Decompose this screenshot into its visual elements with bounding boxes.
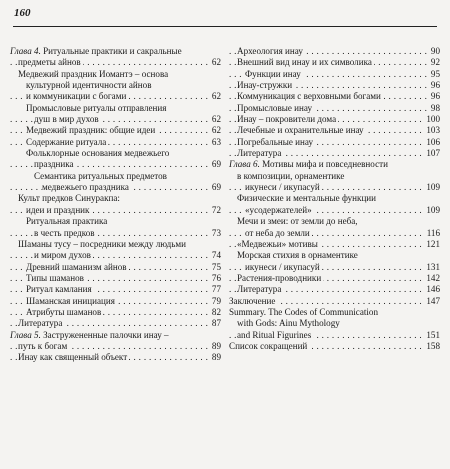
toc-entry-title [26, 91, 128, 101]
toc-entry-title [18, 341, 69, 351]
chapter-label: Глава 6. [229, 159, 260, 170]
toc-entry-title [26, 205, 91, 215]
toc-entry-title [245, 262, 322, 272]
toc-entry [229, 296, 440, 307]
toc-entry-title [18, 69, 170, 79]
toc-entry-text: душ в мир духов [34, 114, 99, 125]
toc-entry-text: Литература [18, 318, 63, 329]
toc-entry [10, 341, 221, 352]
toc-entry-title [237, 171, 346, 181]
header-rule [13, 26, 437, 27]
toc-entry [229, 341, 440, 352]
toc-entry [10, 46, 221, 57]
toc-entry [229, 228, 440, 239]
toc-entry-title [229, 159, 390, 169]
toc-entry-title [34, 114, 101, 124]
toc-entry-title [26, 103, 168, 113]
toc-entry-title [26, 80, 154, 90]
toc-entry-text: «усодержателей» [245, 204, 312, 215]
toc-entry [10, 352, 221, 363]
toc-entry [229, 193, 440, 204]
toc-entry-page: 100 [426, 114, 440, 125]
toc-entry [229, 262, 440, 273]
toc-right-column [229, 46, 440, 352]
toc-entry-title [26, 216, 109, 226]
toc-entry-text: and Ritual Figurines [237, 329, 312, 340]
toc-entry-text: культурной идентичности айнов [26, 80, 152, 91]
toc-entry-title [237, 273, 323, 283]
toc-entry-text: в честь предков [34, 227, 95, 238]
toc-entry-text: Мотивы мифа и повседневности [262, 159, 388, 170]
toc-entry [10, 57, 221, 68]
toc-entry-page: 63 [211, 136, 221, 147]
toc-entry-text: и коммуникации с богами [26, 91, 127, 102]
toc-entry-text: Коммуникация с верховными богами [237, 91, 381, 102]
toc-entry-page: 69 [211, 182, 221, 193]
toc-entry-title [245, 205, 314, 215]
toc-entry [229, 330, 440, 341]
toc-entry [10, 159, 221, 170]
toc-entry-text: Промысловые инау [237, 102, 313, 113]
toc-entry-page: 73 [211, 227, 221, 238]
toc-entry-title [34, 159, 76, 169]
toc-entry [10, 171, 221, 182]
toc-entry-title [237, 284, 283, 294]
toc-entry-text: Список сокращений [229, 340, 308, 351]
toc-entry-text: Ритуальная практика [26, 216, 108, 227]
toc-entry [229, 80, 440, 91]
toc-entry [10, 182, 221, 193]
toc-entry-text: Промысловые ритуалы отправления [26, 102, 167, 113]
toc-entry-page: 82 [211, 306, 221, 317]
toc-entry-title [26, 273, 86, 283]
toc-entry-text: Древний шаманизм айнов [26, 261, 127, 272]
toc-entry [10, 91, 221, 102]
toc-entry-page: 76 [211, 272, 221, 283]
toc-entry-text: от неба до земли [245, 227, 310, 238]
toc-entry-title [237, 46, 305, 56]
toc-entry-title [18, 239, 188, 249]
toc-entry-title [26, 262, 129, 272]
toc-entry [10, 103, 221, 114]
toc-entry [229, 46, 440, 57]
toc-entry-title [237, 193, 378, 203]
toc-entry [229, 318, 440, 329]
toc-entry-text: икунеси / икупасуй [245, 261, 320, 272]
toc-entry-text: Лечебные и охранительные инау [237, 125, 364, 136]
toc-entry [10, 250, 221, 261]
toc-entry-page: 107 [426, 148, 440, 159]
toc-entry-text: Типы шаманов [26, 272, 84, 283]
toc-entry-text: медвежьего праздника [42, 182, 129, 193]
toc-entry-title [34, 171, 169, 181]
toc-entry-page: 87 [211, 318, 221, 329]
toc-entry-text: Погребальные инау [237, 136, 313, 147]
toc-entry-page: 62 [211, 91, 221, 102]
toc-entry-title [237, 137, 315, 147]
toc-entry-text: Функции инау [245, 68, 301, 79]
toc-entry-title [26, 137, 108, 147]
toc-entry-page: 62 [211, 125, 221, 136]
toc-entry [10, 80, 221, 91]
toc-entry-text: Застружененные палочки инау – [43, 329, 169, 340]
toc-entry-text: Внешний вид инау и их символика [237, 57, 372, 68]
toc-entry-text: Ритуал камлания [26, 284, 92, 295]
toc-entry-text: праздника [34, 159, 74, 170]
toc-entry-title [245, 69, 303, 79]
toc-entry [229, 273, 440, 284]
toc-entry [229, 69, 440, 80]
toc-entry-page: 79 [211, 295, 221, 306]
toc-entry [10, 318, 221, 329]
toc-entry [229, 216, 440, 227]
toc-entry-title [42, 182, 131, 192]
toc-entry-text: Шаманская инициация [26, 295, 115, 306]
toc-entry-text: Медвежий праздник: общие идеи [26, 125, 156, 136]
toc-entry-page: 95 [430, 68, 440, 79]
toc-entry [229, 103, 440, 114]
toc-entry-title [237, 216, 360, 226]
toc-entry [229, 182, 440, 193]
toc-entry-title [245, 228, 312, 238]
toc-entry [229, 307, 440, 318]
toc-entry-text: Медвежий праздник Иомантэ – основа [18, 68, 169, 79]
toc-entry [229, 91, 440, 102]
toc-entry-page: 146 [426, 284, 440, 295]
page-number: 160 [14, 7, 31, 19]
toc-entry [10, 273, 221, 284]
toc-entry-title [26, 296, 117, 306]
toc-entry-page: 89 [211, 352, 221, 363]
toc-entry-page: 72 [211, 204, 221, 215]
toc-entry-page: 96 [430, 91, 440, 102]
toc-entry-page: 116 [426, 227, 440, 238]
toc-entry-title [26, 307, 103, 317]
toc-entry-text: Растения-проводники [237, 272, 322, 283]
toc-entry [10, 205, 221, 216]
toc-entry-text: Содержание ритуала [26, 136, 107, 147]
toc-entry [10, 296, 221, 307]
toc-entry [229, 171, 440, 182]
toc-entry [10, 137, 221, 148]
toc-entry-page: 131 [426, 261, 440, 272]
toc-entry-title [237, 318, 342, 328]
toc-entry-text: with Gods: Ainu Mythology [237, 318, 340, 329]
chapter-label: Глава 4. [10, 46, 41, 56]
toc-entry [10, 228, 221, 239]
toc-entry-title [18, 193, 122, 203]
toc-entry [10, 69, 221, 80]
toc-entry-page: 98 [430, 102, 440, 113]
toc-entry-text: «Медвежьи» мотивы [237, 238, 318, 249]
toc-entry-title [237, 80, 294, 90]
toc-entry-title [229, 296, 277, 306]
toc-entry-page: 75 [211, 261, 221, 272]
toc-entry-text: в композиции, орнаментике [237, 170, 345, 181]
toc-entry [10, 125, 221, 136]
toc-entry-title [34, 250, 93, 260]
toc-entry [10, 330, 221, 341]
toc-entry [229, 125, 440, 136]
toc-entry-title [229, 307, 380, 317]
toc-entry-title [237, 57, 374, 67]
toc-entry-text: Summary. The Codes of Communication [229, 306, 379, 317]
toc-entry-page: 77 [211, 284, 221, 295]
toc-entry-title [18, 57, 83, 67]
toc-entry [229, 239, 440, 250]
toc-entry-page: 147 [426, 295, 440, 306]
toc-entry-text: Инау – покровители дома [237, 114, 337, 125]
toc-entry-title [237, 114, 338, 124]
toc-entry-text: Шаманы тусу – посредники между людьми [18, 238, 186, 249]
toc-entry-text: Физические и ментальные функции [237, 193, 377, 204]
toc-entry [229, 57, 440, 68]
toc-entry-page: 103 [426, 125, 440, 136]
toc-entry-text: Фольклорные основания медвежьего [26, 148, 170, 159]
toc-entry-title [237, 103, 314, 113]
toc-entry-page: 62 [211, 114, 221, 125]
toc-entry-page: 90 [430, 46, 440, 56]
toc-entry-title [237, 148, 283, 158]
toc-entry-title [10, 46, 184, 56]
toc-entry-page: 96 [430, 80, 440, 91]
toc-entry [10, 307, 221, 318]
toc-entry-page: 92 [430, 57, 440, 68]
toc-entry-text: Морская стихия в орнаментике [237, 250, 358, 261]
toc-entry-page: 121 [426, 238, 440, 249]
toc-entry-title [245, 182, 322, 192]
toc-entry-text: Инау-стружки [237, 80, 293, 91]
toc-entry [229, 284, 440, 295]
toc-entry-title [26, 148, 171, 158]
toc-entry [10, 284, 221, 295]
toc-entry-text: икунеси / икупасуй [245, 182, 320, 193]
toc-entry-text: Атрибуты шаманов [26, 306, 102, 317]
toc-entry-page: 109 [426, 204, 440, 215]
toc-entry-text: и миром духов [34, 250, 91, 261]
toc-entry-text: Заключение [229, 295, 276, 306]
chapter-label: Глава 5. [10, 329, 41, 340]
toc-left-column [10, 46, 221, 364]
toc-entry [10, 239, 221, 250]
toc-entry-title [10, 330, 171, 340]
toc-entry [229, 250, 440, 261]
toc-entry-title [18, 352, 129, 362]
toc-entry-text: Литература [237, 284, 282, 295]
toc-entry-text: идеи и праздник [26, 204, 90, 215]
toc-entry-text: предметы айнов [18, 57, 81, 68]
toc-entry [10, 193, 221, 204]
toc-entry-page: 89 [211, 340, 221, 351]
toc-entry-text: Литература [237, 148, 282, 159]
toc-entry-page: 106 [426, 136, 440, 147]
toc-entry [229, 114, 440, 125]
toc-entry-text: Семантика ритуальных предметов [34, 170, 167, 181]
toc-entry-title [229, 341, 309, 351]
toc-entry [10, 114, 221, 125]
toc-entry [229, 137, 440, 148]
toc-entry [229, 159, 440, 170]
toc-entry-title [237, 330, 313, 340]
toc-entry-text: путь к богам [18, 340, 68, 351]
toc-entry-text: Ритуальные практики и сакральные [43, 46, 182, 56]
toc-entry-text: Мечи и змеи: от земли до неба, [237, 216, 358, 227]
toc-entry-title [237, 91, 383, 101]
toc-entry-page: 151 [426, 329, 440, 340]
toc-entry-title [34, 228, 97, 238]
toc-entry-page: 69 [211, 159, 221, 170]
toc-entry-text: Культ предков Синуракпа: [18, 193, 120, 204]
toc-entry-page: 109 [426, 182, 440, 193]
toc-entry-page: 158 [426, 340, 440, 351]
toc-entry-title [18, 318, 64, 328]
toc-entry [10, 148, 221, 159]
toc-entry [10, 262, 221, 273]
toc-entry-text: Археология инау [237, 46, 303, 56]
toc-entry-title [237, 250, 360, 260]
toc-entry [10, 216, 221, 227]
toc-entry-page: 62 [211, 57, 221, 68]
toc-entry [229, 148, 440, 159]
toc-entry-page: 74 [211, 250, 221, 261]
toc-entry-text: Инау как священный объект [18, 352, 128, 363]
toc-entry-title [26, 284, 94, 294]
toc-entry [229, 205, 440, 216]
toc-entry-page: 142 [426, 272, 440, 283]
toc-entry-title [26, 125, 157, 135]
toc-entry-title [237, 125, 366, 135]
toc-entry-title [237, 239, 320, 249]
